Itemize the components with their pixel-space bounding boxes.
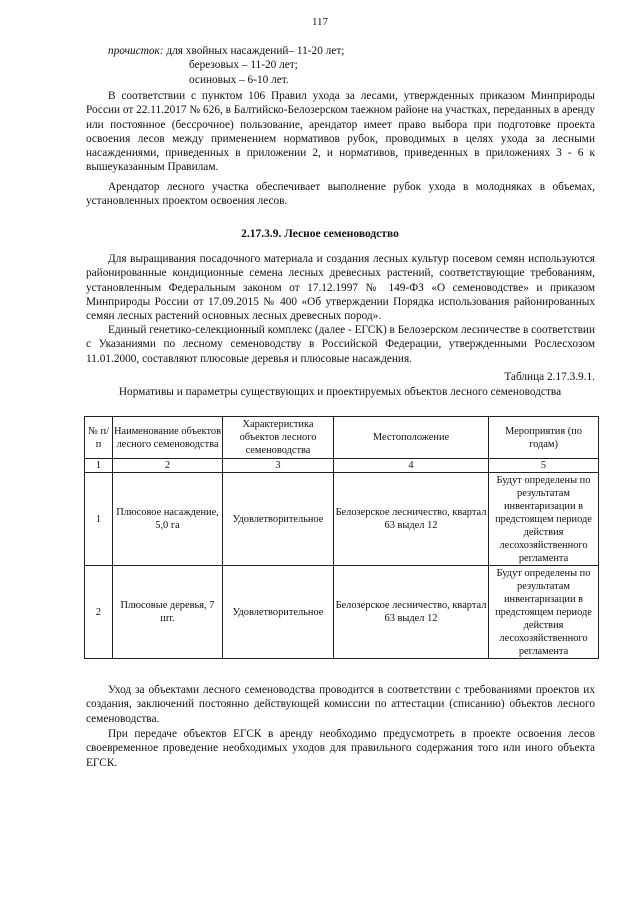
row-characteristic: Удовлетворительное: [223, 473, 334, 566]
row-number: 1: [85, 473, 113, 566]
section-heading: 2.17.3.9. Лесное семеноводство: [241, 228, 399, 240]
table-row: [85, 566, 599, 659]
row-measures: Будут определены по результатам инвентаризации в предстоящем периоде действия лесохозяйственного регламента: [489, 566, 599, 659]
paragraph-care: Уход за объектами лесного семеноводства проводится в соответствии с требованиями проектов их создания, заключений постоянно действующей комиссии по аттестации (списанию) объектов лесного семеноводства.: [86, 684, 595, 725]
paragraph-tenant: Арендатор лесного участка обеспечивает выполнение рубок ухода в молодняках в объемах, установленных проектом освоения лесов.: [86, 181, 595, 208]
table-column-numbers-row: [85, 459, 599, 473]
header-measures: Мероприятия (по годам): [489, 417, 599, 459]
thinning-ages-list: [86, 44, 595, 87]
column-number: 1: [85, 459, 113, 473]
list-line-aspen: осиновых – 6-10 лет.: [189, 73, 289, 86]
row-object-name: Плюсовое насаждение, 5,0 га: [113, 473, 223, 566]
header-number: № п/п: [85, 417, 113, 459]
row-object-name: Плюсовые деревья, 7 шт.: [113, 566, 223, 659]
table-title: Нормативы и параметры существующих и проектируемых объектов лесного семеноводства: [118, 386, 562, 398]
row-number: 2: [85, 566, 113, 659]
paragraph-egsk: Единый генетико-селекционный комплекс (далее - ЕГСК) в Белозерском лесничестве в соответствии с Указаниями по лесному семеноводству в Российской Федерации, утвержденными Рослесхозом 11.01.2000, составляют плюсовые деревья и плюсовые насаждения.: [86, 324, 596, 365]
header-characteristic: Характеристика объектов лесного семеноводства: [223, 417, 334, 459]
header-location: Местоположение: [334, 417, 489, 459]
paragraph-rules: В соответствии с пунктом 106 Правил ухода за лесами, утвержденных приказом Минприроды России от 22.11.2017 № 626, в Балтийско-Белозерском таежном районе на участках, переданных в аренду или постоянное (бессрочное) пользование, арендатор имеет право выбора при подготовке проекта освоения лесов между применением нормативов рубок, проводимых в целях ухода за лесными насаждениями, приведенных в приложении 2, и нормативов, приведенных в приложениях 3 - 6 к вышеуказанным Правилам.: [86, 90, 595, 174]
paragraph-seeds: Для выращивания посадочного материала и создания лесных культур посевом семян используются районированные кондиционные семена лесных древесных растений, соответствующие требованиям, установленным Федеральным законом от 17.12.1997 № 149-ФЗ «О семеноводстве» и приказом Минприроды России от 17.09.2015 № 400 «Об утверждении Порядка использования районированных семян лесных растений основных лесных древесных пород».: [86, 253, 595, 323]
paragraph-lease: При передаче объектов ЕГСК в аренду необходимо предусмотреть в проекте освоения лесов своевременное проведение необходимых уходов для правильного содержания того или иного объекта ЕГСК.: [86, 728, 595, 769]
seed-objects-table: [84, 416, 599, 659]
list-line-birch: березовых – 11-20 лет;: [189, 59, 298, 72]
header-name: Наименование объектов лесного семеноводства: [113, 417, 223, 459]
row-location: Белозерское лесничество, квартал 63 выдел 12: [334, 566, 489, 659]
row-location: Белозерское лесничество, квартал 63 выдел 12: [334, 473, 489, 566]
column-number: 5: [489, 459, 599, 473]
table-row: [85, 473, 599, 566]
row-measures: Будут определены по результатам инвентаризации в предстоящем периоде действия лесохозяйственного регламента: [489, 473, 599, 566]
column-number: 2: [113, 459, 223, 473]
row-characteristic: Удовлетворительное: [223, 566, 334, 659]
table-number: Таблица 2.17.3.9.1.: [504, 371, 595, 383]
column-number: 3: [223, 459, 334, 473]
column-number: 4: [334, 459, 489, 473]
list-line-coniferous: для хвойных насаждений– 11-20 лет;: [163, 45, 345, 57]
list-label: прочисток:: [108, 45, 164, 57]
table-header-row: [85, 417, 599, 459]
page-number: 117: [311, 16, 329, 28]
